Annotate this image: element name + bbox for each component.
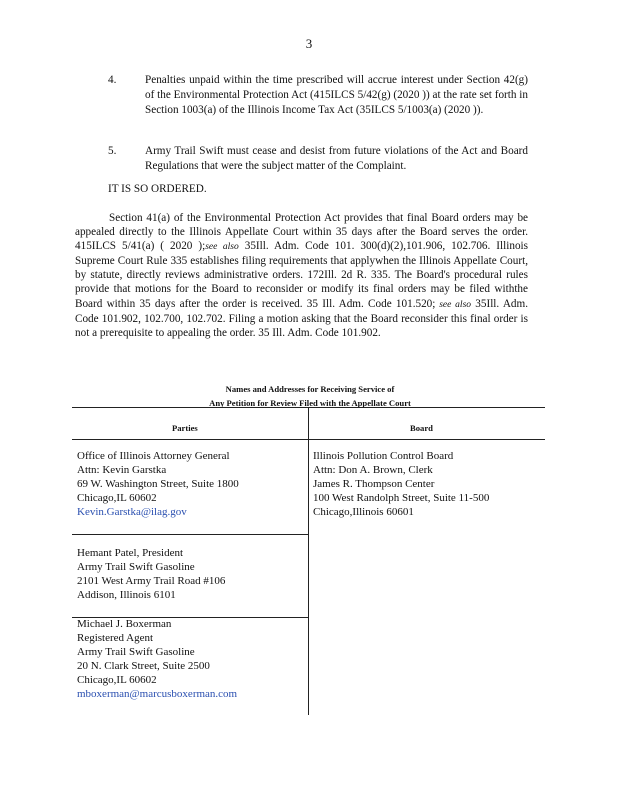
party-address-1: Office of Illinois Attorney General Attn: Kevin Garstka 69 W. Washington Street, Suite 1800 Chicago,IL 60602 Kevin.Garstka@ilag.gov <box>77 450 239 518</box>
party-rule <box>72 534 308 535</box>
service-table <box>72 407 545 715</box>
service-title-line-2: Any Petition for Review Filed with the Appellate Court <box>209 398 411 408</box>
list-item-5 <box>108 144 528 174</box>
parties-header: Parties <box>172 423 198 433</box>
service-title-line-1: Names and Addresses for Receiving Service of <box>225 384 395 394</box>
list-item-text: Army Trail Swift must cease and desist from future violations of the Act and Board Regulations that were the subject matter of the Complaint. <box>145 145 528 172</box>
board-address: Illinois Pollution Control Board Attn: Don A. Brown, Clerk James R. Thompson Center 100 West Randolph Street, Suite 11-500 Chicago,Illinois 60601 <box>313 450 490 518</box>
so-ordered: IT IS SO ORDERED. <box>108 183 207 195</box>
board-header: Board <box>410 423 433 433</box>
header-rule <box>72 439 545 440</box>
list-item-number: 5. <box>108 145 117 157</box>
party-address-3: Michael J. Boxerman Registered Agent Army Trail Swift Gasoline 20 N. Clark Street, Suite 2500 Chicago,IL 60602 mboxerman@marcusboxerman.com <box>77 618 238 700</box>
party-email-link[interactable]: mboxerman@marcusboxerman.com <box>77 688 238 700</box>
list-item-number: 4. <box>108 74 117 86</box>
list-item-4 <box>108 73 528 118</box>
service-list-title <box>160 382 460 410</box>
list-item-text: Penalties unpaid within the time prescribed will accrue interest under Section 42(g) of the Environmental Protection Act (415ILCS 5/42(g) (2020 )) at the rate set forth in Section 1003(a) of the Illinois Income Tax Act (35ILCS 5/1003(a) (2020 )). <box>145 74 528 116</box>
page-number: 3 <box>305 36 313 51</box>
party-email-link[interactable]: Kevin.Garstka@ilag.gov <box>77 506 187 518</box>
party-address-2: Hemant Patel, President Army Trail Swift Gasoline 2101 West Army Trail Road #106 Addison, Illinois 6101 <box>77 547 226 601</box>
column-divider <box>308 407 309 715</box>
appeal-paragraph: Section 41(a) of the Environmental Protection Act provides that final Board orders may be appealed directly to the Illinois Appellate Court within 35 days after the Board serves the order. 415ILCS 5/41(a) ( 2020 );see also 35Ill. Adm. Code 101. 300(d)(2),101.906, 102.706. Illinois Supreme Court Rule 335 establishes filing requirements that applywhen the Illinois Appellate Court, by statute, directly reviews administrative orders. 172Ill. 2d R. 335. The Board's procedural rules provide that motions for the Board to reconsider or modify its final orders may be filed withthe Board within 35 days after the order is received. 35 Ill. Adm. Code 101.520; see also 35Ill. Adm. Code 101.902, 102.700, 102.702. Filing a motion asking that the Board reconsider this final order is not a prerequisite to appealing the order. 35 Ill. Adm. Code 101.902. <box>75 212 529 339</box>
